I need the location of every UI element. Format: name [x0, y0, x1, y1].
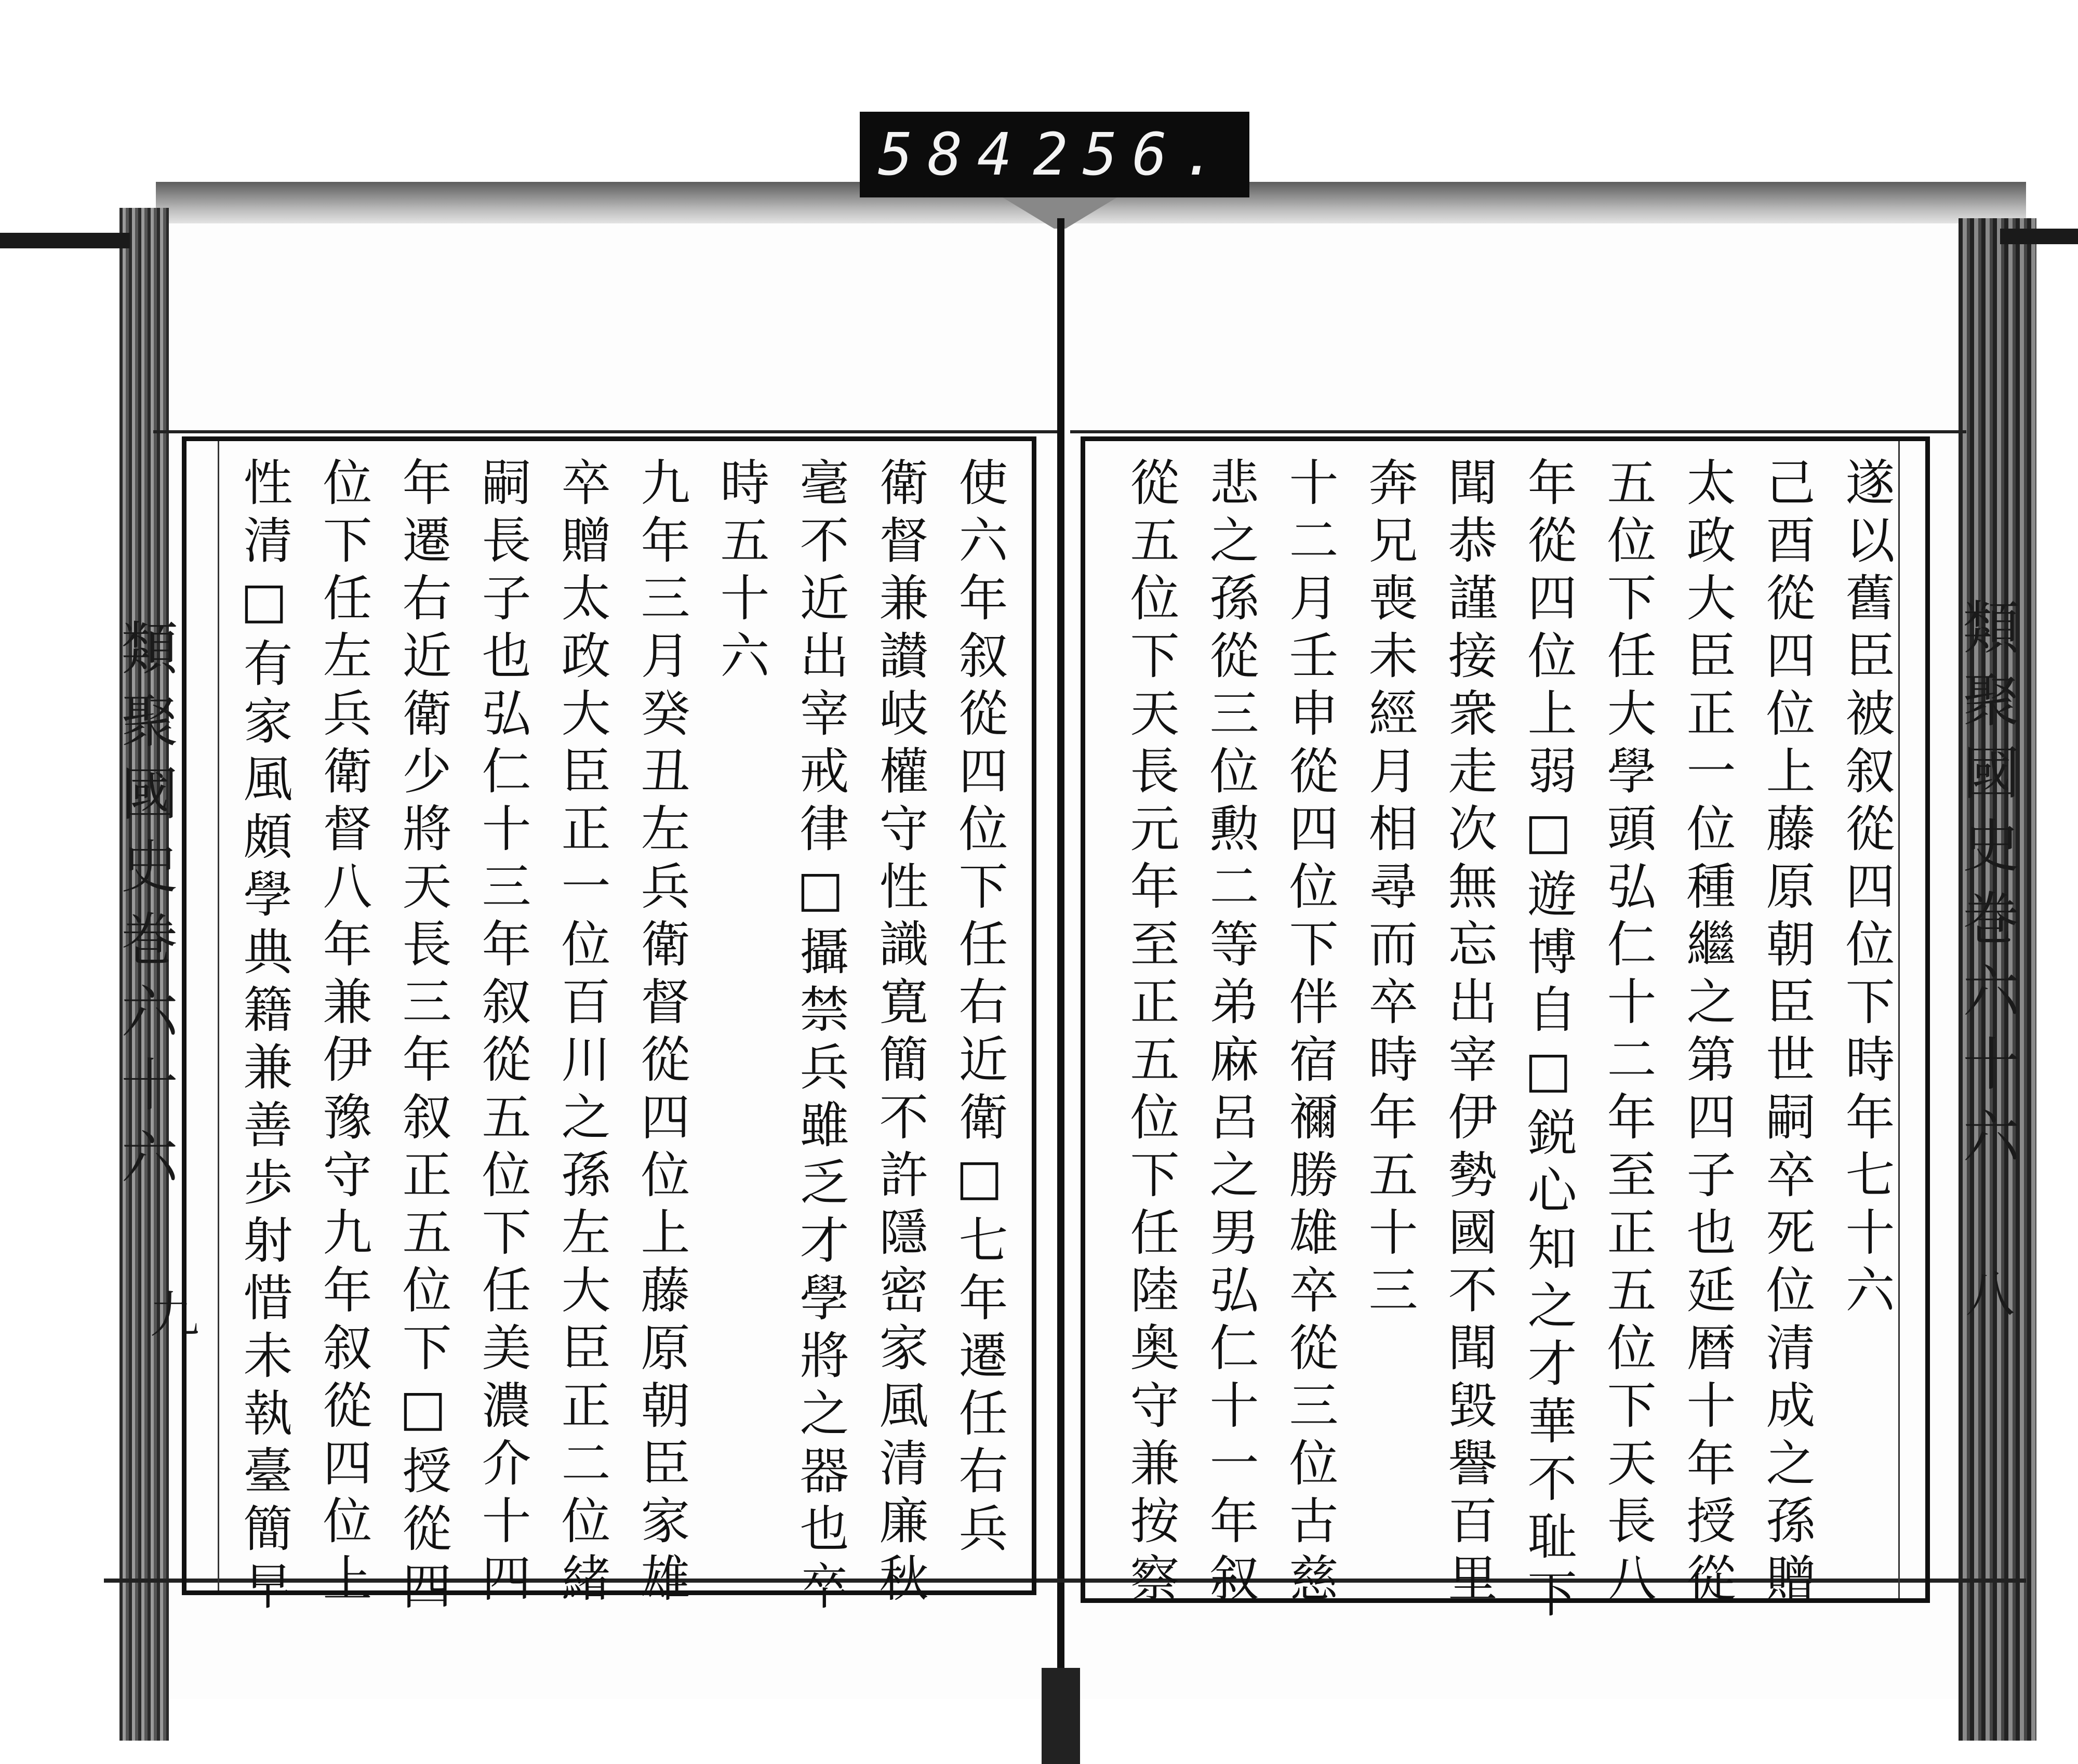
right-margin-page-number: 八 — [1957, 1268, 2015, 1333]
text-column: 毫不近出宰戒律□攝禁兵雖乏才學將之器也卒 — [792, 457, 849, 1618]
right-clamp-bar — [2000, 229, 2078, 244]
text-column: 年從四位上弱□遊博自□鋭心知之才華不耻下 — [1520, 457, 1577, 1626]
left-page-top-rule — [153, 430, 1057, 433]
text-column: 性清□有家風頗學典籍兼善歩射惜未執臺簡早 — [235, 457, 292, 1618]
stamp-right-number: 256. — [1033, 121, 1231, 189]
left-margin-title: 類聚國史巻六十六 — [112, 618, 178, 1200]
spine-base — [1042, 1668, 1080, 1764]
text-column: 奔兄喪未經月相尋而卒時年五十三 — [1361, 457, 1418, 1322]
text-column: 五位下任大學頭弘仁十二年至正五位下天長八 — [1599, 457, 1656, 1610]
frame-number-stamp — [860, 112, 1249, 197]
text-column: 嗣長子也弘仁十三年叙從五位下任美濃介十四 — [474, 457, 531, 1610]
right-page-text-frame — [1081, 436, 1930, 1626]
text-column: 悲之孫從三位勲二等弟麻呂之男弘仁十一年叙 — [1202, 457, 1259, 1610]
text-column: 使六年叙從四位下任右近衛□七年遷任右兵 — [951, 457, 1008, 1560]
left-clamp-bar — [0, 233, 130, 248]
text-column: 九年三月癸丑左兵衛督從四位上藤原朝臣家雄 — [633, 457, 690, 1610]
text-column: 聞恭謹接衆走次無忘出宰伊勢國不聞毀譽百里 — [1440, 457, 1497, 1610]
text-column: 衛督兼讃岐權守性識寛簡不許隱密家風清廉秋 — [871, 457, 928, 1610]
text-column: 太政大臣正一位種繼之第四子也延暦十年授從 — [1679, 457, 1736, 1610]
right-margin-title: 類聚國史巻六十六 — [1953, 598, 2020, 1179]
frame-inner-rule — [1898, 441, 1900, 1598]
left-margin-page-number: 九 — [142, 1289, 199, 1354]
stamp-left-number: 584 — [878, 121, 1027, 189]
book-spine — [1057, 218, 1064, 1764]
frame-inner-rule — [218, 441, 219, 1590]
text-column: 卒贈太政大臣正一位百川之孫左大臣正二位緒 — [553, 457, 610, 1610]
text-column: 從五位下天長元年至正五位下任陸奥守兼按察 — [1122, 457, 1179, 1610]
right-page-top-rule — [1070, 430, 1966, 433]
text-column: 十二月壬申從四位下伴宿禰勝雄卒從三位古慈 — [1281, 457, 1338, 1610]
text-column: 遂以舊臣被叙從四位下時年七十六 — [1837, 457, 1895, 1322]
text-column: 時五十六 — [712, 457, 769, 687]
text-column: 己酉從四位上藤原朝臣世嗣卒死位清成之孫贈 — [1758, 457, 1815, 1610]
text-column: 年遷右近衛少將天長三年叙正五位下□授從四 — [394, 457, 451, 1618]
text-column: 位下任左兵衛督八年兼伊豫守九年叙從四位上 — [315, 457, 372, 1610]
left-page-text-frame — [182, 436, 1036, 1618]
